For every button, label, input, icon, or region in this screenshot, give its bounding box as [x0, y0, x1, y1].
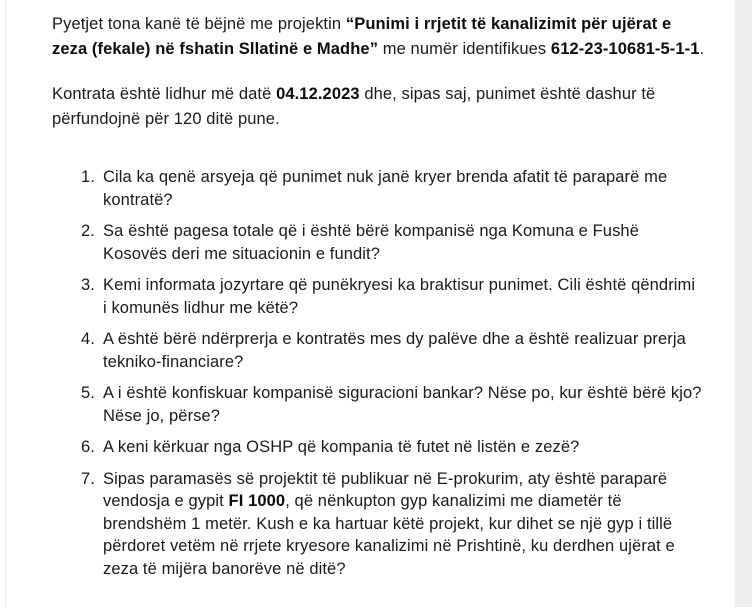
question-item — [52, 166, 710, 211]
question-number: 7. — [81, 469, 95, 488]
question-text: A është bërë ndërprerja e kontratës mes dy palëve dhe a është realizuar prerja tekniko-financiare? — [103, 330, 686, 371]
questions-list — [52, 166, 710, 580]
question-text: Kemi informata jozyrtare që punëkryesi ka braktisur punimet. Cili është qëndrimi i komunës lidhur me këtë? — [103, 276, 696, 317]
question-item — [52, 220, 710, 265]
question-number: 4. — [81, 330, 95, 348]
question-text: A keni kërkuar nga OSHP që kompania të futet në listën e zezë? — [103, 438, 580, 456]
question-text: A i është konfiskuar kompanisë siguracioni bankar? Nëse po, kur është bërë kjo? Nëse jo, përse? — [103, 384, 702, 425]
question-number: 3. — [81, 276, 95, 294]
document-content — [52, 12, 710, 589]
question-item — [52, 274, 710, 319]
page-left-border — [5, 0, 6, 607]
intro-paragraph-project: Pyetjet tona kanë të bëjnë me projektin “Punimi i rrjetit të kanalizimit për ujërat e zeza (fekale) në fshatin Sllatinë e Madhe” me numër identifikues 612-23-10681-5-1-1. — [52, 15, 705, 58]
question-item — [52, 436, 710, 459]
question-text: Sipas paramasës së projektit të publikuar në E-prokurim, aty është paraparë vendosja e gypit FI 1000, që nënkupton gyp kanalizimi me diametër të brendshëm 1 metër. Kush e ka hartuar këtë projekt, kur dihet se një gyp i tillë përdoret vetëm në rrjete kryesore kanalizimi në Prishtinë, ku derdhen ujërat e zeza të mijëra banorëve në ditë? — [103, 469, 675, 578]
question-item — [52, 468, 710, 581]
question-number: 1. — [81, 168, 95, 186]
page-right-gutter — [735, 0, 752, 607]
question-item — [52, 382, 710, 427]
question-number: 5. — [81, 384, 95, 402]
question-text: Cila ka qenë arsyeja që punimet nuk janë kryer brenda afatit të paraparë me kontratë? — [103, 168, 668, 209]
question-number: 2. — [81, 222, 95, 240]
question-text: Sa është pagesa totale që i është bërë kompanisë nga Komuna e Fushë Kosovës deri me situacionin e fundit? — [103, 222, 639, 263]
intro-paragraph-contract: Kontrata është lidhur më datë 04.12.2023 dhe, sipas saj, punimet është dashur të përfundojnë për 120 ditë pune. — [52, 85, 656, 128]
question-item — [52, 328, 710, 373]
question-number: 6. — [81, 438, 95, 456]
